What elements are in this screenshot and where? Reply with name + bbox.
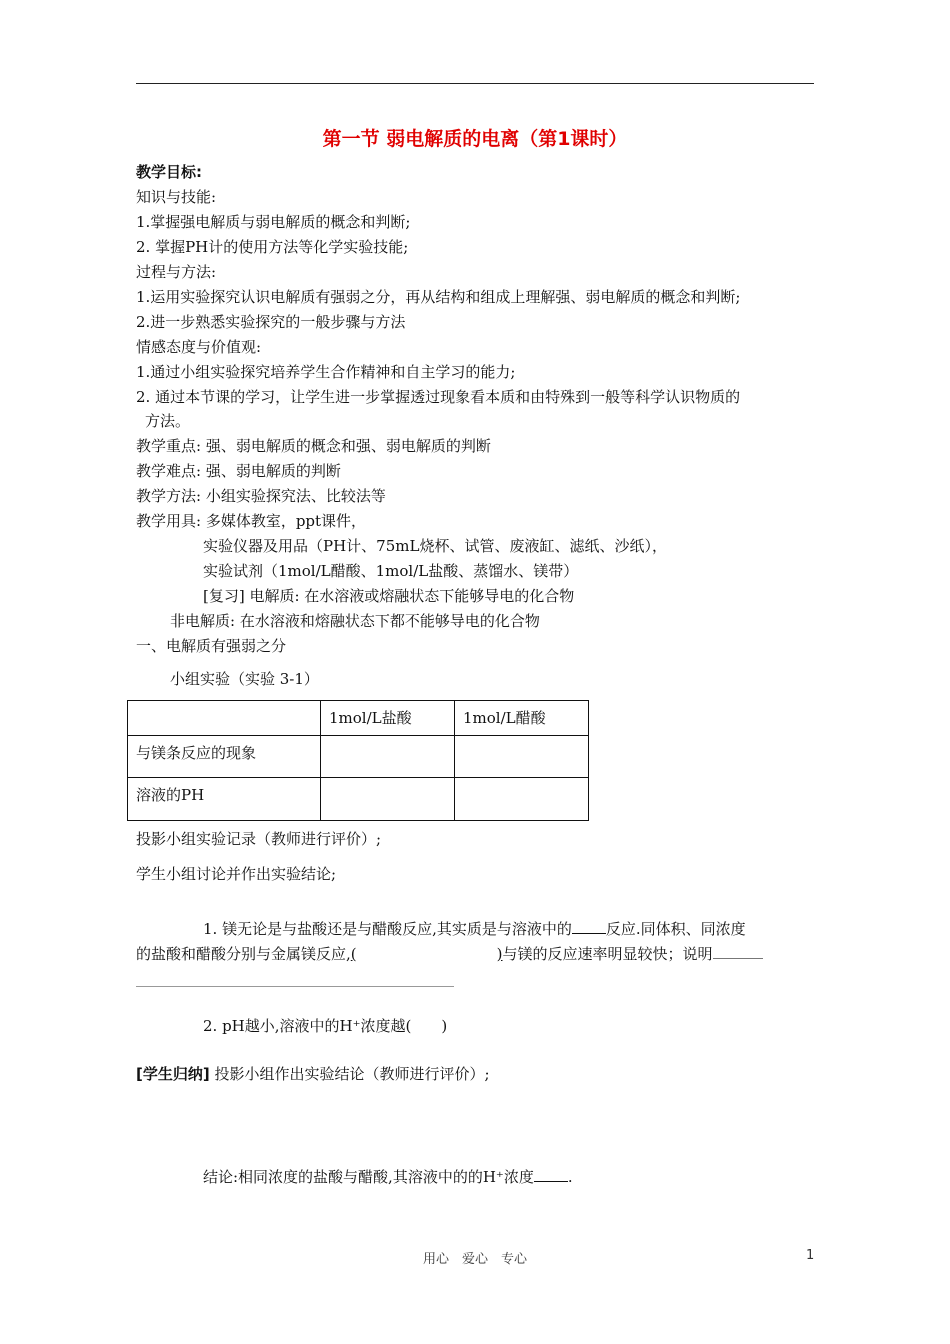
discussion-note: 学生小组讨论并作出实验结论; [136, 865, 337, 883]
non-electrolyte: 非电解质: 在水溶液和熔融状态下都不能够导电的化合物 [170, 612, 540, 630]
instruments: 实验仪器及用品（PH计、75mL烧杯、试管、废液缸、滤纸、沙纸）， [203, 537, 667, 555]
table-cell [455, 736, 589, 778]
answer-blank[interactable] [534, 1167, 568, 1182]
projection-note: 投影小组实验记录（教师进行评价）; [136, 830, 382, 848]
review: [复习] 电解质: 在水溶液或熔融状态下能够导电的化合物 [203, 587, 575, 605]
table-row [128, 736, 589, 778]
section-heading-1: 一、电解质有强弱之分 [136, 637, 287, 655]
difficulty: 教学难点: 强、弱电解质的判断 [136, 462, 341, 480]
table-cell [321, 736, 455, 778]
question-2: 2. pH越小,溶液中的H⁺浓度越( ) [203, 1017, 448, 1035]
question-1-text-b: 反应.同体积、同浓度 [605, 920, 746, 938]
question-1-text-a: 1. 镁无论是与盐酸还是与醋酸反应,其实质是与溶液中的 [203, 920, 572, 938]
key-point: 教学重点: 强、弱电解质的概念和强、弱电解质的判断 [136, 437, 491, 455]
summary-label: [学生归纳] [136, 1065, 210, 1083]
emotion-item-2-cont: 方法。 [145, 412, 191, 430]
table-cell: 溶液的PH [128, 778, 321, 821]
summary-text: 投影小组作出实验结论（教师进行评价）; [214, 1065, 490, 1083]
objectives-heading: 教学目标: [136, 163, 202, 181]
table-cell: 与镁条反应的现象 [128, 736, 321, 778]
table-row [128, 778, 589, 821]
table-header-cell [128, 701, 321, 736]
table-cell [455, 778, 589, 821]
answer-paren-blank[interactable]: ( ) [350, 945, 503, 963]
footer-motto: 用心 爱心 专心 [422, 1252, 527, 1267]
table-cell [321, 778, 455, 821]
knowledge-item-1: 1.掌握强电解质与弱电解质的概念和判断; [136, 213, 411, 231]
emotion-item-2: 2. 通过本节课的学习，让学生进一步掌握透过现象看本质和由特殊到一般等科学认识物质的 [136, 388, 741, 406]
emotion-heading: 情感态度与价值观: [136, 338, 262, 356]
group-experiment: 小组实验（实验 3-1） [170, 670, 319, 688]
conclusion-end: . [567, 1168, 573, 1186]
answer-blank[interactable] [713, 944, 763, 959]
header-rule [136, 83, 814, 84]
question-1-text-c: 的盐酸和醋酸分别与金属镁反应, [136, 945, 351, 963]
process-item-2: 2.进一步熟悉实验探究的一般步骤与方法 [136, 313, 406, 331]
student-summary [136, 1064, 490, 1084]
question-1-line-1 [203, 919, 746, 939]
table-header-cell: 1mol/L盐酸 [321, 701, 455, 736]
experiment-table [127, 700, 589, 821]
page-number: 1 [806, 1248, 815, 1263]
table-header-cell: 1mol/L醋酸 [455, 701, 589, 736]
process-item-1: 1.运用实验探究认识电解质有强弱之分，再从结构和组成上理解强、弱电解质的概念和判断; [136, 288, 741, 306]
answer-line[interactable] [136, 986, 454, 987]
table-header-row [128, 701, 589, 736]
question-1-line-2 [136, 944, 763, 964]
answer-blank[interactable] [572, 919, 606, 934]
conclusion-text: 结论:相同浓度的盐酸与醋酸,其溶液中的的H⁺浓度 [203, 1168, 534, 1186]
question-1-text-d: 与镁的反应速率明显较快；说明 [502, 945, 713, 963]
conclusion [203, 1167, 573, 1187]
teaching-tools: 教学用具: 多媒体教室，ppt课件， [136, 512, 367, 530]
teaching-method: 教学方法: 小组实验探究法、比较法等 [136, 487, 386, 505]
emotion-item-1: 1.通过小组实验探究培养学生合作精神和自主学习的能力; [136, 363, 516, 381]
reagents: 实验试剂（1mol/L醋酸、1mol/L盐酸、蒸馏水、镁带） [203, 562, 579, 580]
knowledge-item-2: 2. 掌握PH计的使用方法等化学实验技能; [136, 238, 409, 256]
process-heading: 过程与方法: [136, 263, 217, 281]
page-title: 第一节 弱电解质的电离（第1课时） [322, 128, 628, 150]
knowledge-heading: 知识与技能: [136, 188, 217, 206]
